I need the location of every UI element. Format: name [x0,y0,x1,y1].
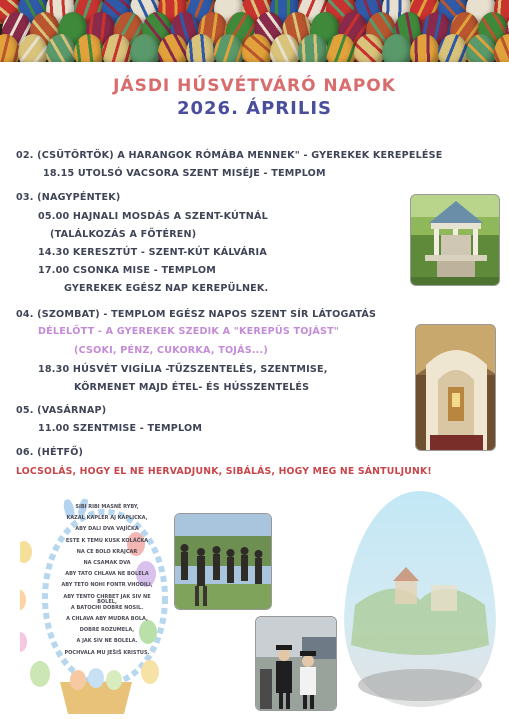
church-interior-photo [415,324,496,451]
poem-line: SIBI RIBI MASNÉ RYBY, [75,504,139,510]
day-03-line-1: 05.00 HAJNALI MOSDÁS A SZENT-KÚTNÁL [38,211,268,222]
day-06-slogan: LOCSOLÁS, HOGY EL NE HERVADJUNK, SIBÁLÁS, HOGY MEG NE SÁNTULJUNK! [16,466,432,477]
poem-line: NA CSAMAK DVA [83,560,131,566]
poem-line: ABY TENTO CHRBET JAK SIV NE BOLEL, [63,593,151,605]
poem-line: ABY DALI DVA VAJÍČKA [75,526,139,533]
poem-line: ABY TETO NOHI FONTR VHODILI, [61,582,153,589]
day-05-heading: 05. (VASÁRNAP) [16,405,107,416]
holy-well-photo [410,194,500,286]
poem-line: ESTE K TEMU KUSK KOLÁČKA [65,537,149,544]
day-03-line-3: 14.30 KERESZTÚT - SZENT-KÚT KÁLVÁRIA [38,247,267,258]
day-03-line-2: (TALÁLKOZÁS A FŐTÉREN) [50,229,197,240]
poem-line: ABY TATO CHLAVA NE BOLELA [65,571,149,578]
poem-line: DOBRE ROZUMELA, [79,627,135,634]
poem-line: POCHVALA MU JEŠIŠ KRISTUS. [64,649,150,656]
page-title: JÁSDI HÚSVÉTVÁRÓ NAPOK [113,76,396,96]
day-03-line-5: GYEREKEK EGÉSZ NAP KEREPÜLNEK. [64,283,269,294]
poem-line: A JAK SIV NE BOLELA. [76,638,138,645]
day-04-line-2: (CSOKI, PÉNZ, CUKORKA, TOJÁS...) [74,345,268,356]
poem-line: A BATOCHI DOBRE NOSIL. [70,604,144,611]
day-04-line-1: DÉLELŐTT - A GYEREKEK SZEDIK A "KEREPÜS TOJÁST" [38,326,340,337]
day-05-line-1: 11.00 SZENTMISE - TEMPLOM [38,423,203,434]
easter-poem [20,492,170,717]
day-03-line-4: 17.00 CSONKA MISE - TEMPLOM [38,265,216,276]
day-04-heading: 04. (SZOMBAT) - TEMPLOM EGÉSZ NAPOS SZENT SÍR LÁTOGATÁS [16,309,377,320]
day-03-heading: 03. (NAGYPÉNTEK) [16,192,121,203]
day-02-heading: 02. (CSÜTÖRTÖK) A HARANGOK RÓMÁBA MENNEK" - GYEREKEK KEREPELÉSE [16,150,443,161]
easter-eggs-banner [0,0,509,62]
day-02-line-1: 18.15 UTOLSÓ VACSORA SZENT MISÉJE - TEMPLOM [43,168,326,179]
page-subtitle: 2026. ÁPRILIS [176,98,332,119]
poem-line: KAZAL KAPLER AJ KAPLICKA, [66,515,148,522]
day-04-line-4: KÖRMENET MAJD ÉTEL- ÉS HÚSSZENTELÉS [74,382,310,393]
poem-line: NA CE BOLO KRAJCAR [76,548,138,555]
decorated-egg-image [335,485,505,715]
day-06-heading: 06. (HÉTFŐ) [16,447,84,458]
day-04-line-3: 18.30 HÚSVÉT VIGÍLIA -TŰZSZENTELÉS, SZENTMISE, [38,364,328,375]
costume-photo [255,616,337,711]
group-photo [174,513,272,610]
poem-line: A CHLAVA ABY MUDRA BOLA, [66,616,148,622]
